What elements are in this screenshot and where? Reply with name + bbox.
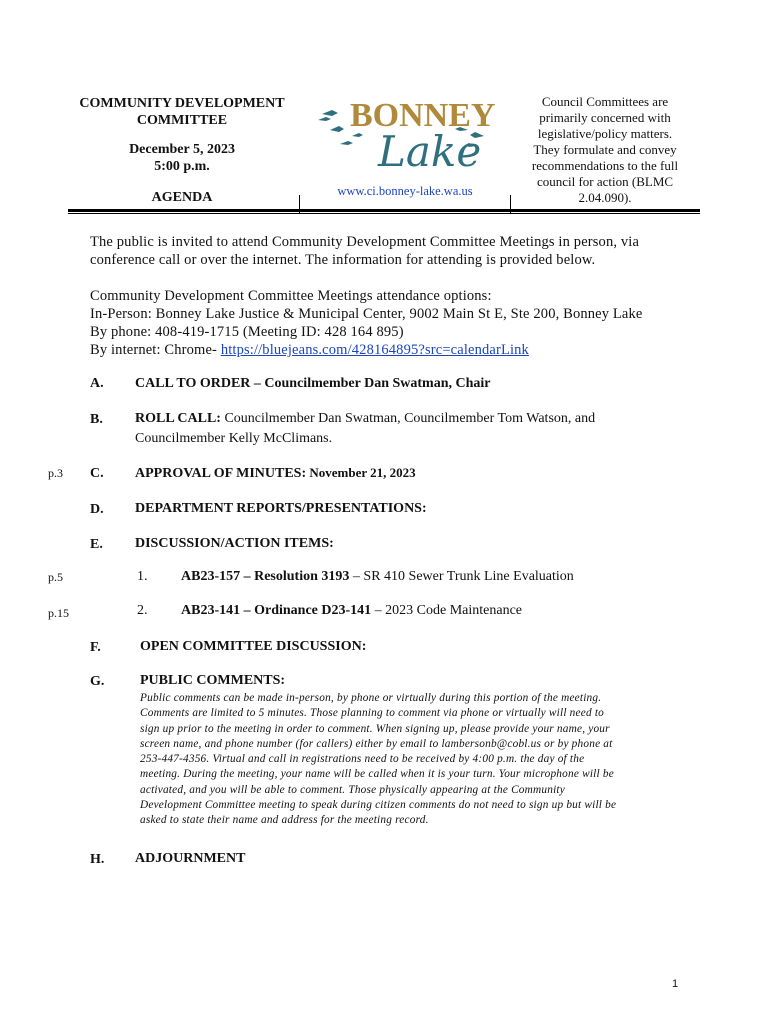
description-line: They formulate and convey — [533, 142, 677, 157]
public-comments-heading: PUBLIC COMMENTS: — [140, 673, 286, 688]
comment-line: activated, and you will be able to comment. Those physically appearing at the Community — [140, 783, 565, 796]
sub-item-number: 1. — [137, 569, 148, 584]
description-line: council for action (BLMC — [536, 174, 674, 189]
agenda-label: AGENDA — [151, 190, 213, 205]
page-number: 1 — [672, 978, 679, 990]
sub-item-title: AB23-141 – Ordinance D23-141 — [181, 603, 372, 618]
discussion-action-items: DISCUSSION/ACTION ITEMS: — [135, 536, 334, 551]
page-ref: p.15 — [48, 606, 69, 620]
comment-line: 253-447-4356. Virtual and call in registrations need to be received by 4:00 p.m. the day of the — [140, 753, 585, 766]
description-line: Council Committees are — [541, 94, 669, 109]
logo-wordmark-top: BONNEY — [350, 97, 496, 134]
sub-item-desc: – SR 410 Sewer Trunk Line Evaluation — [349, 569, 574, 584]
department-reports: DEPARTMENT REPORTS/PRESENTATIONS: — [135, 501, 427, 516]
sub-item-number: 2. — [137, 603, 148, 618]
comment-line: Public comments can be made in-person, by phone or virtually during this portion of the meeting. — [140, 692, 602, 704]
intro-paragraph — [90, 233, 639, 269]
sub-item-desc: – 2023 Code Maintenance — [371, 603, 523, 618]
description-line: recommendations to the full — [531, 158, 679, 173]
bonney-lake-logo — [316, 92, 496, 172]
sub-item-ab23-141 — [181, 603, 522, 619]
description-line: 2.04.090). — [578, 190, 632, 205]
bluejeans-link[interactable]: https://bluejeans.com/428164895?src=calendarLink — [220, 342, 529, 358]
roll-call-members: Councilmember Dan Swatman, Councilmember Tom Watson, and — [220, 411, 596, 426]
meeting-time: 5:00 p.m. — [154, 159, 210, 174]
internet-label: By internet: Chrome- — [90, 342, 221, 358]
attendance-options — [90, 287, 643, 359]
header-rule — [68, 209, 700, 212]
item-letter-g: G. — [90, 674, 105, 689]
attendance-internet — [90, 341, 643, 359]
page-ref: p.3 — [48, 466, 63, 480]
call-to-order: CALL TO ORDER – Councilmember Dan Swatman, Chair — [135, 376, 491, 391]
minutes-date: November 21, 2023 — [306, 465, 416, 480]
committee-description — [520, 94, 690, 206]
item-letter-d: D. — [90, 502, 104, 517]
roll-call-members-cont: Councilmember Kelly McClimans. — [135, 431, 333, 446]
sub-item-title: AB23-157 – Resolution 3193 — [181, 569, 350, 584]
committee-title-line1: COMMUNITY DEVELOPMENT — [79, 96, 285, 111]
logo-wordmark-bottom: Lake — [378, 127, 482, 172]
description-line: legislative/policy matters. — [537, 126, 673, 141]
comment-line: asked to state their name and address for the meeting record. — [140, 814, 429, 827]
meeting-date: December 5, 2023 — [129, 142, 235, 157]
comment-line: screen name, and phone number (for callers) either by email to lambersonb@cobl.us or by phone at — [140, 737, 613, 750]
approval-of-minutes — [135, 463, 416, 484]
roll-call-label: ROLL CALL: — [135, 411, 221, 426]
intro-line: conference call or over the internet. The information for attending is provided below. — [90, 252, 596, 268]
item-letter-a: A. — [90, 376, 104, 391]
header-rule-thin — [68, 213, 700, 214]
page-ref: p.5 — [48, 570, 63, 584]
website-link[interactable]: www.ci.bonney-lake.wa.us — [337, 184, 473, 198]
header-committee-block — [68, 95, 296, 206]
attendance-heading: Community Development Committee Meetings attendance options: — [90, 288, 492, 304]
item-letter-f: F. — [90, 640, 101, 655]
comment-line: sign up prior to the meeting in order to comment. When signing up, please provide your name, your — [140, 722, 610, 735]
item-letter-c: C. — [90, 466, 104, 481]
item-letter-e: E. — [90, 537, 103, 552]
comment-line: Comments are limited to 5 minutes. Those planning to comment via phone or virtually will need to — [140, 707, 605, 720]
item-letter-b: B. — [90, 412, 103, 427]
item-letter-h: H. — [90, 852, 105, 867]
attendance-phone: By phone: 408-419-1715 (Meeting ID: 428 164 895) — [90, 324, 404, 340]
public-comments-text — [140, 691, 685, 829]
attendance-in-person: In-Person: Bonney Lake Justice & Municipal Center, 9002 Main St E, Ste 200, Bonney Lake — [90, 306, 643, 322]
intro-line: The public is invited to attend Community Development Committee Meetings in person, via — [90, 234, 640, 250]
adjournment: ADJOURNMENT — [135, 851, 246, 866]
minutes-label: APPROVAL OF MINUTES: — [135, 466, 307, 481]
committee-title-line2: COMMITTEE — [136, 113, 228, 128]
description-line: primarily concerned with — [539, 110, 671, 125]
sub-item-ab23-157 — [181, 569, 574, 585]
comment-line: Development Committee meeting to speak during citizen comments do not need to sign up but will be — [140, 799, 617, 812]
open-committee-discussion: OPEN COMMITTEE DISCUSSION: — [140, 639, 367, 654]
comment-line: meeting. During the meeting, your name will be called when it is your turn. Your microphone will be — [140, 768, 614, 781]
roll-call — [135, 409, 595, 449]
